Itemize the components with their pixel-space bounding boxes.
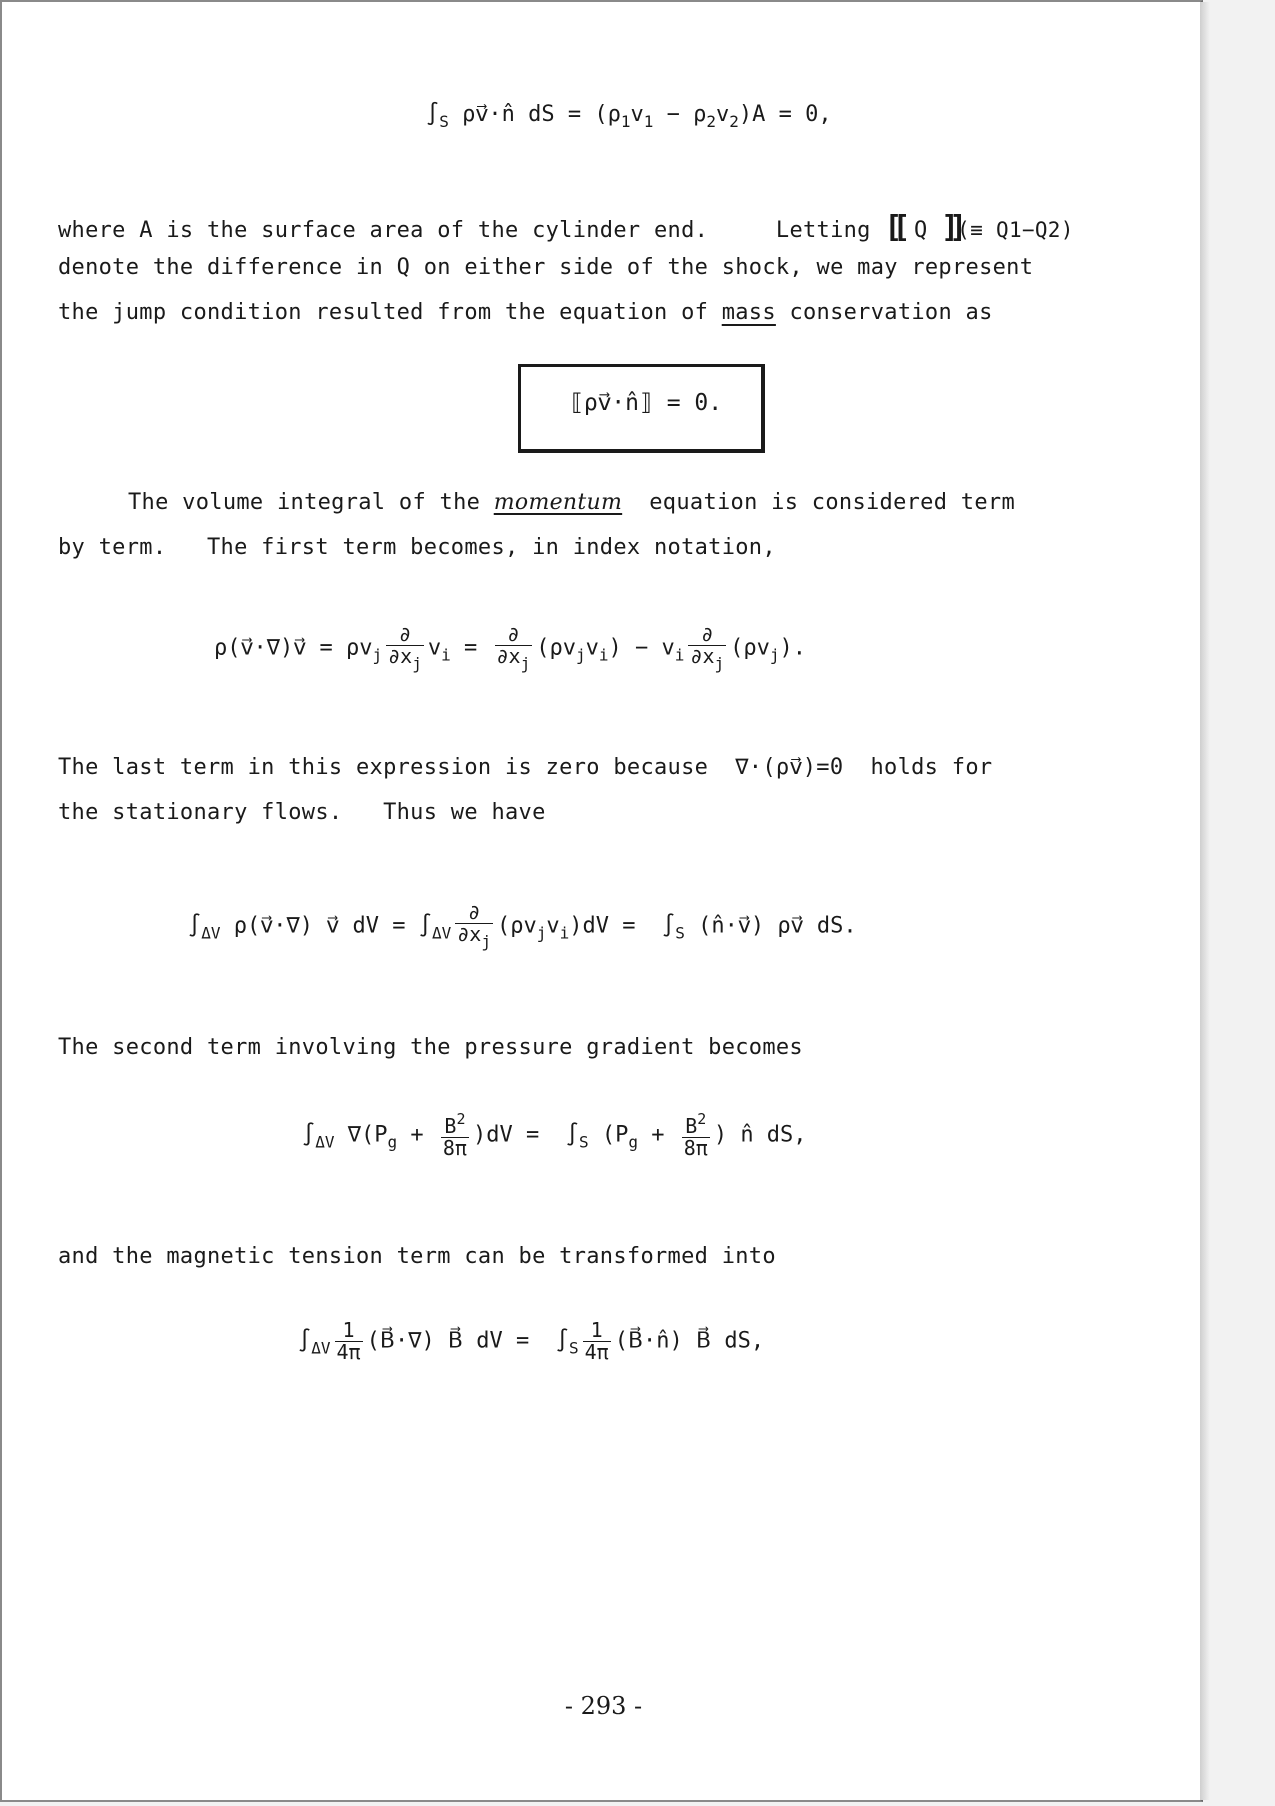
paragraph-1-line-1: where A is the surface area of the cylinder end. Letting [[ Q ]](≡ Q1−Q2) [58, 210, 1074, 245]
equation-momentum-integral: $\int_{\Delta V}$ ρ(v⃗·∇) v⃗ dV = $\int_{\Delta V}$ $\frac{\partial}{\partial x_j}$ $(\rho v_jv_i)dV = \int_S$ (n̂·v⃗) ρv⃗ dS. [188, 900, 857, 951]
paragraph-1-line-2: denote the difference in Q on either side of the shock, we may represent [58, 255, 1034, 280]
paragraph-2-line-2: by term. The first term becomes, in index notation, [58, 535, 776, 560]
underlined-mass: mass [721, 300, 776, 325]
paragraph-4-line-1: The second term involving the pressure gradient becomes [58, 1035, 803, 1060]
equation-momentum-index: ρ(v⃗·∇)v⃗ = $\rho v_j$ $\frac{\partial}{\partial x_j}$ $v_i$ = $\frac{\partial}{\partial x_j}$ $(\rho v_jv_i) - v_i$ $\frac{\partial}{\partial x_j}$ $(\rho v_j)$. [214, 622, 807, 673]
page-number: - 293 - [564, 1692, 643, 1720]
paragraph-3-line-1: The last term in this expression is zero because ∇·(ρv⃗)=0 holds for [58, 755, 993, 780]
paragraph-5-line-1: and the magnetic tension term can be transformed into [58, 1244, 776, 1269]
paragraph-3-line-2: the stationary flows. Thus we have [58, 800, 546, 825]
jump-bracket-open: [[ [884, 210, 901, 245]
italic-momentum: momentum [493, 490, 623, 515]
paragraph-1-line-3: the jump condition resulted from the equation of mass conservation as [58, 300, 993, 325]
equation-mass-flux: $\int_S$ ρv⃗·n̂ dS = $(\rho_1v_1 - \rho_2v_2)A = 0$, [426, 102, 832, 131]
equation-pressure-gradient: $\int_{\Delta V}$ $\nabla(P_g$ + $\frac{B^2}{8\pi}$ )$dV = \int_S$ ($P_g$ + $\frac{B^2}{8\pi}$ ) n̂ dS, [302, 1110, 807, 1160]
equation-magnetic-tension: $\int_{\Delta V}$ $\frac{1}{4\pi}$ (B⃗·∇) B⃗ dV = $\int_S$ $\frac{1}{4\pi}$ (B⃗·n̂) B⃗ dS, [298, 1318, 765, 1364]
jump-bracket-close: ]] [941, 210, 958, 245]
equation-jump-mass: ⟦ρv⃗·n̂⟧ = 0. [570, 390, 723, 416]
paragraph-2-line-1: The volume integral of the momentum equation is considered term [128, 490, 1015, 515]
